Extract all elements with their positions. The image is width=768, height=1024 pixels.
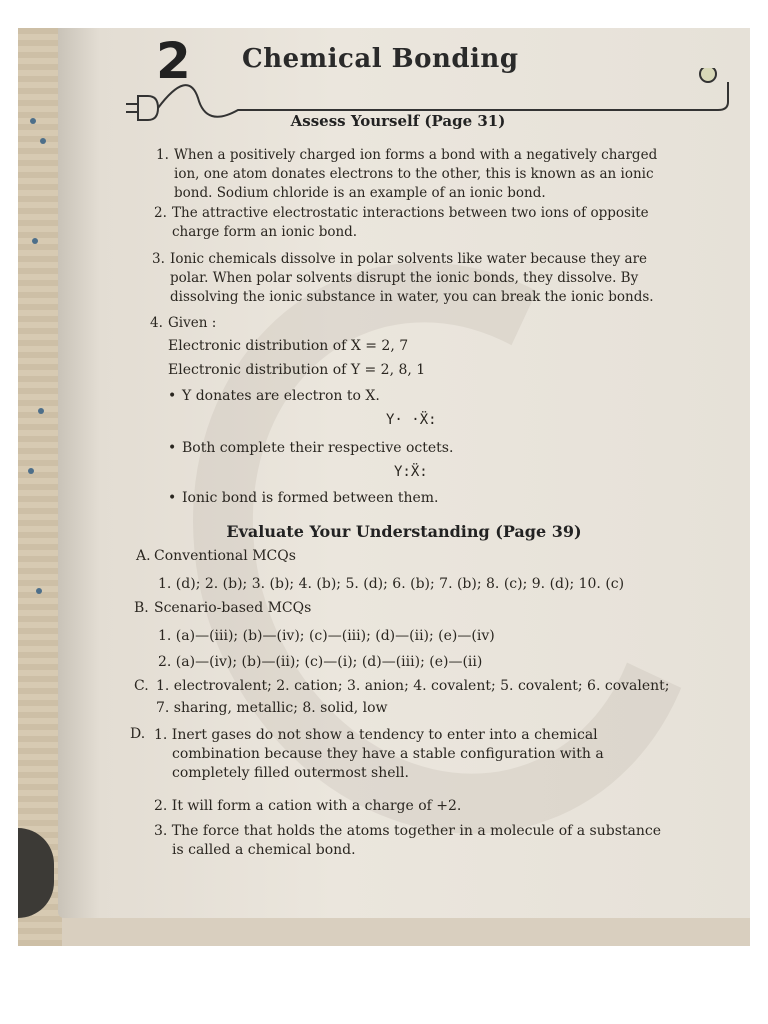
chapter-title: Chemical Bonding (242, 44, 519, 74)
bullet-1: • Y donates are electron to X. (182, 388, 380, 404)
section-b-answers-2: 2. (a)—(iv); (b)—(ii); (c)—(i); (d)—(iii); (e)—(ii) (158, 654, 483, 670)
given-y: Electronic distribution of Y = 2, 8, 1 (168, 362, 426, 378)
chapter-number: 2 (156, 32, 191, 90)
book-page (58, 28, 750, 918)
assess-heading: Assess Yourself (Page 31) (290, 112, 506, 130)
assess-item-1: 1. When a positively charged ion forms a bond with a negatively charged ion, one atom donates electrons to the other, this is known as an ionic bond. Sodium chloride is an example of an ionic bond. (156, 147, 658, 201)
section-b-answers-1: 1. (a)—(iii); (b)—(iv); (c)—(iii); (d)—(ii); (e)—(iv) (158, 628, 495, 644)
given-x: Electronic distribution of X = 2, 7 (168, 338, 409, 354)
section-d-item-2: 2. It will form a cation with a charge of +2. (154, 798, 462, 814)
section-b-title: Scenario-based MCQs (154, 600, 312, 616)
section-d-item-3: 3. The force that holds the atoms together in a molecule of a substance is called a chemical bond. (154, 823, 662, 858)
assess-item-4: 4. Given : (150, 315, 217, 331)
section-b-label: B. (134, 600, 149, 616)
photo-background (18, 28, 750, 946)
section-d-label: D. (130, 726, 146, 742)
section-c-line-2: 7. sharing, metallic; 8. solid, low (156, 700, 388, 716)
section-a-answers: 1. (d); 2. (b); 3. (b); 4. (b); 5. (d); 6. (b); 7. (b); 8. (c); 9. (d); 10. (c) (158, 576, 625, 592)
assess-item-2: 2. The attractive electrostatic interactions between two ions of opposite charge form an ionic bond. (154, 205, 649, 240)
fabric-edge (18, 28, 62, 946)
assess-item-3: 3. Ionic chemicals dissolve in polar solvents like water because they are polar. When polar solvents disrupt the ionic bonds, they dissolve. By dissolving the ionic substance in water, you can break the ionic bonds. (152, 251, 654, 305)
section-d-item-1: 1. Inert gases do not show a tendency to enter into a chemical combination because they have a stable configuration with a completely filled outermost shell. (154, 727, 604, 781)
formula-bond: Y:Ẍ: (394, 464, 428, 480)
section-a-label: A. (136, 548, 151, 564)
section-c-line-1: 1. electrovalent; 2. cation; 3. anion; 4. covalent; 5. covalent; 6. covalent; (156, 678, 670, 694)
evaluate-heading: Evaluate Your Understanding (Page 39) (226, 522, 582, 541)
bullet-2: • Both complete their respective octets. (182, 440, 453, 456)
bullet-3: • Ionic bond is formed between them. (182, 490, 439, 506)
formula-transfer: Y· ·Ẍ: (386, 412, 437, 428)
section-c-label: C. (134, 678, 149, 694)
section-a-title: Conventional MCQs (154, 548, 296, 564)
